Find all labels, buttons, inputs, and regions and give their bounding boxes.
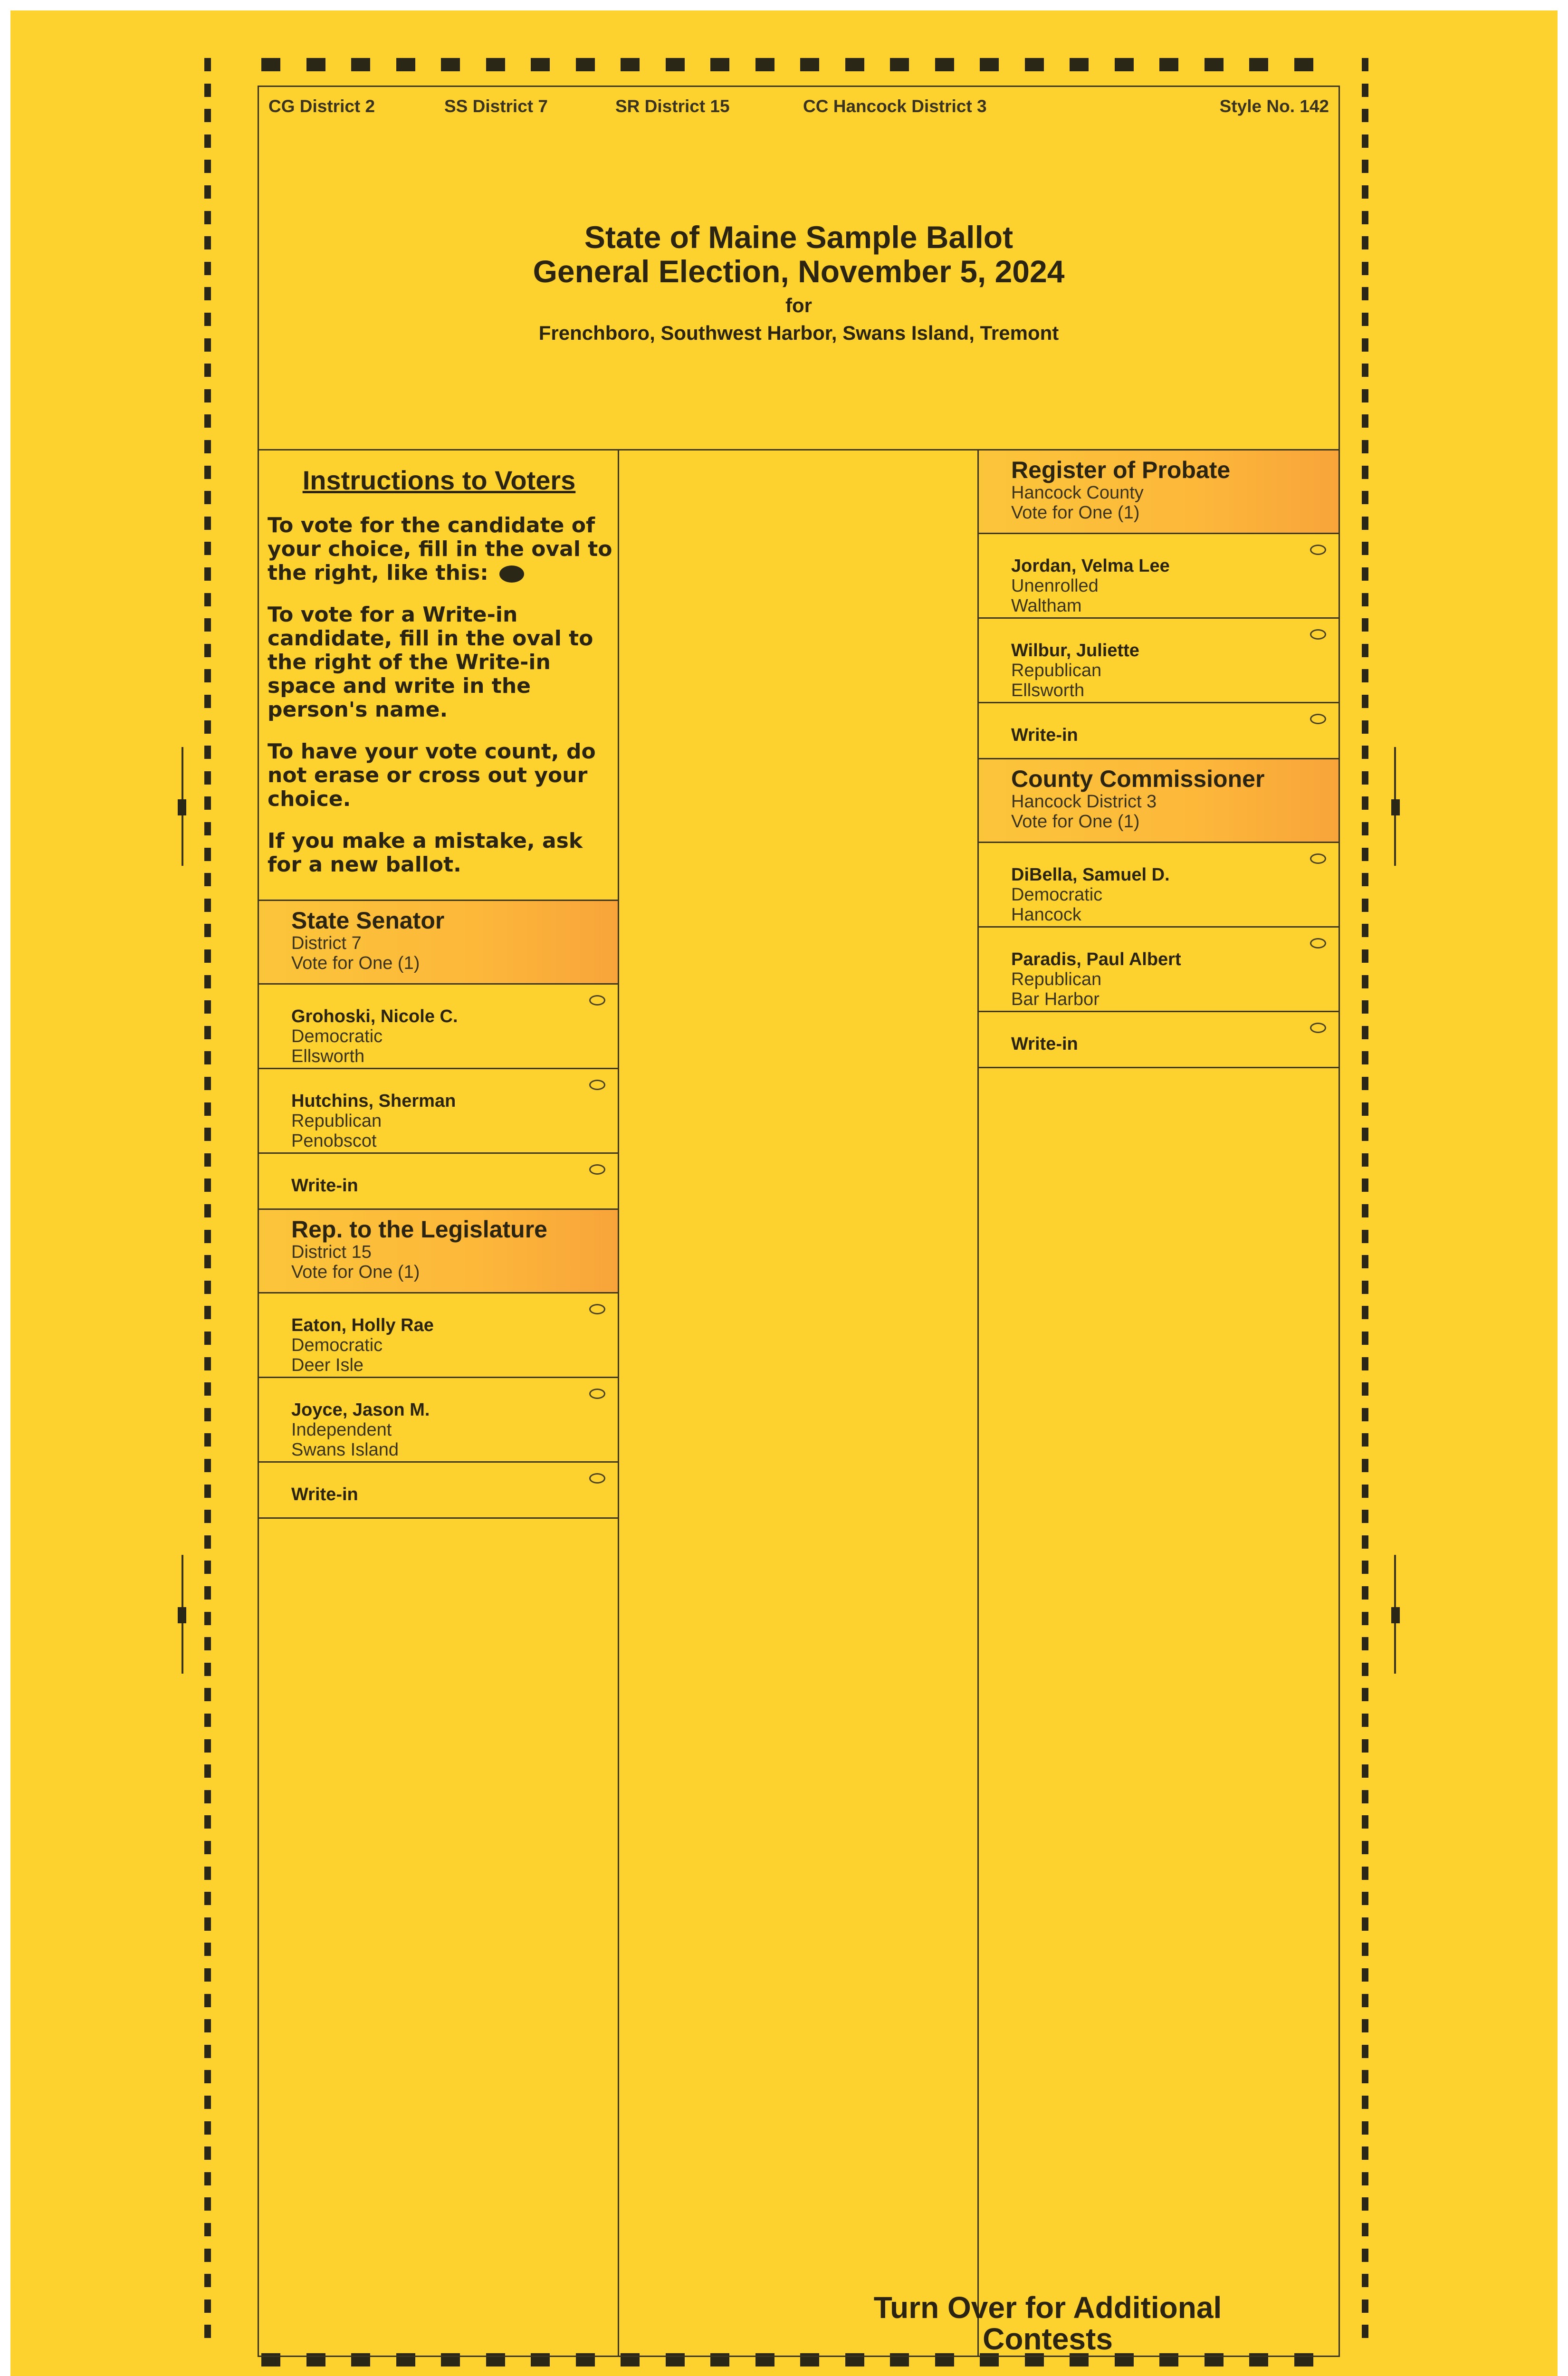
timing-mark [1362,2299,1368,2313]
contest-district: Hancock District 3 [1011,792,1157,812]
candidate-town: Hancock [1011,905,1081,925]
candidate-name: Jordan, Velma Lee [1011,556,1170,576]
timing-mark [1362,1561,1368,1574]
candidate-party: Republican [1011,661,1102,680]
timing-mark [1070,58,1089,71]
ballot-subtitle: General Election, November 5, 2024 [533,254,1065,289]
timing-mark [890,58,909,71]
left-alignment-tick-upper [178,799,186,815]
timing-mark [1362,796,1368,810]
timing-mark [1362,746,1368,759]
timing-mark [204,796,211,810]
timing-mark [306,58,325,71]
timing-mark [1362,2172,1368,2185]
timing-mark [1362,1357,1368,1370]
left-alignment-tick-lower [178,1607,186,1623]
timing-mark [1362,262,1368,275]
timing-mark [1362,1535,1368,1549]
timing-mark [486,58,505,71]
timing-mark [204,1612,211,1625]
timing-mark [1362,1790,1368,1803]
timing-mark [1362,1077,1368,1090]
vote-oval[interactable] [589,1389,605,1399]
right-alignment-tick-lower [1391,1607,1400,1623]
timing-mark [204,1204,211,1217]
timing-mark [204,1433,211,1447]
candidate-row[interactable] [259,1069,618,1154]
timing-mark [204,313,211,326]
timing-mark [1362,695,1368,708]
vote-oval[interactable] [1310,938,1326,948]
timing-mark [204,109,211,122]
district-ss: SS District 7 [444,96,548,116]
timing-mark [204,949,211,963]
timing-mark [204,2146,211,2160]
candidate-row[interactable] [259,985,618,1069]
timing-mark [1362,364,1368,377]
timing-mark [204,746,211,759]
contest-title: County Commissioner [1011,766,1265,792]
timing-mark [1362,2070,1368,2083]
timing-mark [204,1663,211,1676]
timing-mark [1362,1688,1368,1701]
timing-mark [1362,669,1368,682]
timing-mark [1362,1000,1368,1014]
timing-mark [1362,1459,1368,1472]
timing-mark [204,1153,211,1167]
instructions-title: Instructions to Voters [302,465,576,495]
write-in-row[interactable] [979,1012,1339,1068]
vote-oval[interactable] [589,1304,605,1314]
timing-mark [204,848,211,861]
timing-mark [204,1586,211,1600]
timing-mark [204,160,211,173]
timing-mark [204,1867,211,1880]
timing-mark [1362,1433,1368,1447]
timing-mark [1362,1408,1368,1421]
timing-mark [204,58,211,71]
timing-mark [1362,1510,1368,1523]
contest-header-state-senator [259,901,618,985]
candidate-town: Deer Isle [291,1355,364,1375]
timing-mark [204,1535,211,1549]
timing-mark [1362,466,1368,479]
candidate-town: Bar Harbor [1011,989,1100,1009]
timing-mark [204,134,211,148]
candidate-row[interactable] [979,843,1339,928]
timing-mark [1362,1382,1368,1396]
candidate-name: Eaton, Holly Rae [291,1315,434,1335]
timing-mark [1362,1841,1368,1854]
timing-mark [576,58,595,71]
timing-mark [204,2121,211,2135]
instruction-text-1: To vote for the candidate of your choice, fill in the oval to the right, like this: [268,513,612,585]
candidate-party: Democratic [1011,885,1103,905]
ballot-towns: Frenchboro, Southwest Harbor, Swans Island, Tremont [538,322,1059,344]
timing-mark [1362,2096,1368,2109]
timing-mark [1362,924,1368,937]
timing-mark [204,2172,211,2185]
timing-mark [1362,1764,1368,1778]
contest-vote-for: Vote for One (1) [291,953,420,973]
timing-mark [1159,58,1178,71]
timing-mark [204,1332,211,1345]
candidate-party: Republican [1011,969,1102,989]
vote-oval[interactable] [589,1080,605,1090]
timing-mark [1362,338,1368,352]
timing-mark [800,58,819,71]
timing-mark [1362,1178,1368,1192]
timing-mark [1362,1255,1368,1268]
timing-mark [204,1026,211,1039]
timing-mark [1362,414,1368,428]
write-in-row[interactable] [259,1154,618,1210]
timing-mark [1362,2019,1368,2032]
district-cg: CG District 2 [268,96,375,116]
timing-mark [204,1281,211,1294]
timing-mark [204,1306,211,1319]
candidate-name: Joyce, Jason M. [291,1400,430,1420]
instruction-text-2: To vote for a Write-in candidate, fill in the oval to the right of the Write-in space and write in the person's name. [268,603,593,722]
timing-mark [204,1994,211,2007]
timing-mark [204,924,211,937]
instructions-panel [259,450,619,877]
vote-oval[interactable] [1310,853,1326,864]
candidate-row[interactable] [259,1378,618,1463]
timing-mark [204,1815,211,1829]
timing-mark [204,975,211,988]
timing-mark [204,1051,211,1064]
timing-mark [1362,1306,1368,1319]
timing-mark [1362,618,1368,632]
timing-mark [1362,1815,1368,1829]
timing-mark [755,58,774,71]
timing-mark [204,2197,211,2211]
timing-mark [204,517,211,530]
candidate-party: Democratic [291,1335,383,1355]
timing-mark [1362,873,1368,886]
timing-mark [531,58,550,71]
timing-mark [710,58,729,71]
vote-oval[interactable] [589,995,605,1006]
timing-mark [1362,1663,1368,1676]
contest-vote-for: Vote for One (1) [291,1262,420,1282]
timing-mark [204,1128,211,1141]
contest-title: Rep. to the Legislature [291,1216,547,1243]
timing-mark [204,1077,211,1090]
candidate-name: DiBella, Samuel D. [1011,865,1170,885]
candidate-party: Independent [291,1420,392,1440]
vote-oval[interactable] [1310,1023,1326,1033]
timing-mark [1362,2325,1368,2338]
timing-mark [1362,517,1368,530]
timing-mark [204,1688,211,1701]
timing-mark [204,899,211,912]
ballot-title: State of Maine Sample Ballot [584,220,1013,255]
contest-district: District 7 [291,933,362,953]
vote-oval[interactable] [1310,714,1326,724]
turn-over-notice: Turn Over for Additional Contests [873,2290,1222,2356]
timing-mark [1362,313,1368,326]
timing-mark [204,1357,211,1370]
timing-mark [204,1485,211,1498]
timing-mark [204,1178,211,1192]
timing-mark [204,2045,211,2058]
timing-mark [1362,1026,1368,1039]
timing-mark [204,389,211,402]
timing-mark [1025,58,1044,71]
write-in-row[interactable] [979,703,1339,759]
timing-mark [204,1255,211,1268]
timing-mark [204,771,211,785]
timing-mark [1362,1867,1368,1880]
timing-mark [1115,58,1134,71]
right-alignment-tick-upper [1391,799,1400,815]
timing-mark [1362,1943,1368,1956]
timing-mark [204,2223,211,2236]
timing-mark [204,466,211,479]
timing-mark [204,873,211,886]
timing-mark [204,2096,211,2109]
candidate-town: Waltham [1011,596,1082,616]
timing-mark [204,2019,211,2032]
timing-mark [204,1561,211,1574]
timing-mark [1362,542,1368,555]
timing-mark [204,1917,211,1931]
timing-mark [204,1764,211,1778]
timing-mark [1362,1714,1368,1727]
vote-oval[interactable] [1310,545,1326,555]
timing-mark [1362,1102,1368,1116]
timing-mark [204,1637,211,1650]
timing-mark [204,414,211,428]
timing-mark [204,1510,211,1523]
contest-title: State Senator [291,907,445,934]
timing-mark [1362,1892,1368,1905]
timing-mark [1362,1230,1368,1243]
timing-mark [204,1892,211,1905]
timing-mark [204,236,211,249]
timing-mark [204,2299,211,2313]
contest-vote-for: Vote for One (1) [1011,503,1140,523]
ballot-frame [258,86,1340,2357]
vote-oval[interactable] [589,1164,605,1175]
timing-mark [261,58,280,71]
timing-mark [204,1943,211,1956]
timing-mark [204,262,211,275]
candidate-party: Republican [291,1111,382,1131]
timing-mark [204,185,211,199]
timing-mark [1362,287,1368,300]
timing-mark [204,1000,211,1014]
candidate-name: Grohoski, Nicole C. [291,1006,458,1026]
district-cc: CC Hancock District 3 [803,96,987,116]
timing-mark [1362,2249,1368,2262]
contest-header-county-commissioner [979,759,1339,843]
timing-mark [1362,134,1368,148]
timing-mark [1362,848,1368,861]
timing-mark [204,2325,211,2338]
timing-mark [1362,58,1368,71]
timing-mark [1362,899,1368,912]
timing-mark [204,720,211,734]
timing-mark [441,58,460,71]
timing-mark [204,822,211,835]
timing-mark [1362,1051,1368,1064]
timing-mark [1362,1637,1368,1650]
timing-mark [1362,975,1368,988]
timing-mark [204,542,211,555]
timing-mark [204,644,211,657]
timing-mark [204,1968,211,1982]
instruction-text-3: To have your vote count, do not erase or cross out your choice. [268,739,596,811]
contest-header-register-probate [979,450,1339,534]
timing-mark [1362,567,1368,581]
write-in-label: Write-in [291,1176,358,1196]
timing-mark [1362,949,1368,963]
timing-mark [1205,58,1224,71]
vote-oval[interactable] [589,1473,605,1484]
candidate-name: Hutchins, Sherman [291,1091,456,1111]
timing-mark [845,58,864,71]
ballot-sheet [10,10,1558,2376]
timing-mark [204,1382,211,1396]
timing-mark [1362,1485,1368,1498]
district-header [259,87,1339,115]
timing-mark [204,2070,211,2083]
timing-mark [396,58,415,71]
style-number: Style No. 142 [1219,96,1329,116]
timing-mark [666,58,685,71]
timing-mark [204,2249,211,2262]
timing-mark [204,1790,211,1803]
timing-mark [1362,1739,1368,1753]
timing-mark [204,1841,211,1854]
timing-mark [1362,1612,1368,1625]
timing-mark [1362,491,1368,504]
timing-mark [1362,2197,1368,2211]
timing-mark [1362,1917,1368,1931]
timing-mark [1362,2274,1368,2287]
candidate-row[interactable] [979,619,1339,703]
timing-mark [1362,109,1368,122]
candidate-row[interactable] [979,928,1339,1012]
timing-mark [204,364,211,377]
timing-mark [204,84,211,97]
timing-mark [1362,2045,1368,2058]
timing-mark [1362,1128,1368,1141]
timing-mark [1362,593,1368,606]
timing-mark [1362,389,1368,402]
timing-mark [1362,185,1368,199]
write-in-row[interactable] [259,1463,618,1519]
timing-mark [204,1408,211,1421]
timing-mark [1362,2223,1368,2236]
timing-mark [204,618,211,632]
timing-mark [204,567,211,581]
timing-mark [204,440,211,453]
timing-mark [204,695,211,708]
timing-mark [621,58,640,71]
timing-mark [204,2274,211,2287]
candidate-town: Ellsworth [1011,680,1085,700]
timing-mark [1362,2146,1368,2160]
contest-vote-for: Vote for One (1) [1011,812,1140,832]
instruction-paragraph [268,514,614,585]
timing-mark [1362,236,1368,249]
timing-mark [1362,1968,1368,1982]
timing-mark [1362,822,1368,835]
timing-mark [1362,160,1368,173]
timing-mark [1362,211,1368,224]
timing-mark [935,58,954,71]
timing-mark [1362,1994,1368,2007]
write-in-label: Write-in [291,1485,358,1504]
filled-oval-example-icon [499,565,524,583]
timing-mark [1362,1281,1368,1294]
candidate-town: Swans Island [291,1440,399,1460]
timing-mark [204,287,211,300]
timing-mark [1362,644,1368,657]
contest-district: District 15 [291,1242,372,1262]
write-in-label: Write-in [1011,725,1078,745]
timing-mark [1294,58,1313,71]
timing-mark [204,1230,211,1243]
ballot-for-label: for [785,294,812,316]
timing-mark [204,211,211,224]
timing-mark [204,669,211,682]
timing-mark [204,1714,211,1727]
contest-title: Register of Probate [1011,457,1231,483]
timing-mark [204,1739,211,1753]
candidate-town: Penobscot [291,1131,377,1151]
timing-mark [1362,2121,1368,2135]
timing-mark [204,1102,211,1116]
timing-mark [1362,1586,1368,1600]
timing-mark [1362,1204,1368,1217]
candidate-row[interactable] [979,534,1339,619]
timing-mark [1362,771,1368,785]
timing-mark [204,338,211,352]
write-in-label: Write-in [1011,1034,1078,1054]
candidate-party: Unenrolled [1011,576,1099,596]
candidate-town: Ellsworth [291,1046,365,1066]
timing-mark [1362,440,1368,453]
timing-mark [204,593,211,606]
ballot-title-block [259,220,1339,345]
timing-mark [1362,720,1368,734]
timing-mark [204,1459,211,1472]
timing-mark [1362,1332,1368,1345]
timing-mark [351,58,370,71]
timing-mark [1249,58,1268,71]
district-sr: SR District 15 [615,96,730,116]
instruction-text-4: If you make a mistake, ask for a new ballot. [268,829,583,877]
candidate-name: Paradis, Paul Albert [1011,949,1181,969]
candidate-name: Wilbur, Juliette [1011,641,1139,661]
timing-mark [204,491,211,504]
timing-mark [980,58,999,71]
timing-mark [1362,84,1368,97]
contest-district: Hancock County [1011,483,1144,503]
vote-oval[interactable] [1310,629,1326,640]
timing-mark [1362,1153,1368,1167]
candidate-party: Democratic [291,1026,383,1046]
candidate-row[interactable] [259,1293,618,1378]
contest-header-rep-legislature [259,1210,618,1293]
